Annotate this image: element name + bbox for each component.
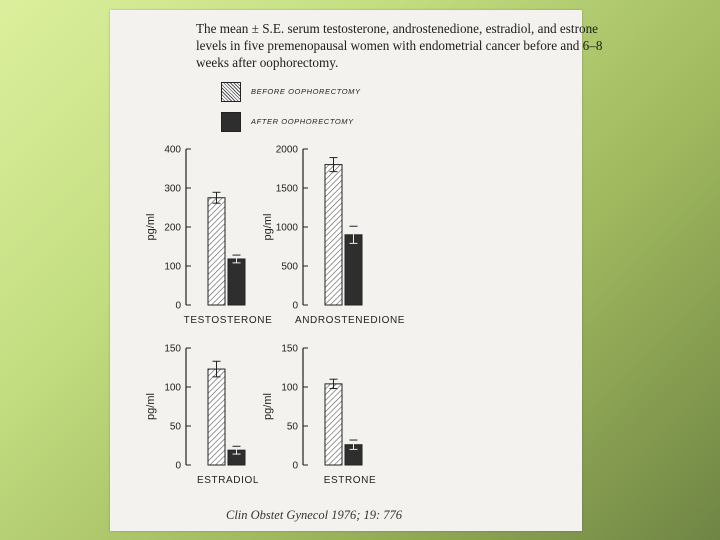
chart-panel-estrone	[262, 344, 376, 487]
y-tick-label: 1500	[275, 183, 298, 195]
y-tick-label: 0	[175, 460, 181, 472]
y-tick-label: 300	[164, 183, 181, 195]
y-axis-label: pg/ml	[145, 393, 157, 420]
bar-charts	[110, 10, 582, 531]
scanned-figure	[110, 10, 603, 531]
y-tick-label: 50	[169, 421, 181, 433]
y-tick-label: 0	[292, 300, 298, 312]
x-axis-label: TESTOSTERONE	[183, 315, 273, 326]
x-axis-label: ESTRONE	[323, 475, 377, 486]
bar-before	[208, 198, 225, 305]
chart-panel-androstenedione	[262, 145, 405, 327]
bar-before	[208, 369, 225, 465]
x-axis-label: ESTRADIOL	[196, 475, 260, 486]
y-axis-label: pg/ml	[145, 213, 157, 241]
y-tick-label: 150	[164, 343, 181, 355]
bar-before	[325, 384, 342, 465]
legend-label-before: BEFORE OOPHORECTOMY	[251, 87, 361, 96]
y-tick-label: 150	[281, 343, 298, 355]
chart-panel-estradiol	[145, 344, 259, 487]
y-tick-label: 400	[164, 144, 181, 156]
y-tick-label: 50	[286, 421, 298, 433]
y-tick-label: 0	[292, 460, 298, 472]
figure-caption: The mean ± S.E. serum testosterone, androstenedione, estradiol, and estrone levels in five premenopausal women with endometrial cancer before and 6–8 weeks after oophorectomy.	[196, 21, 603, 70]
bar-after	[345, 235, 362, 305]
x-axis-label: ANDROSTENEDIONE	[294, 315, 406, 326]
y-tick-label: 100	[164, 261, 181, 273]
y-axis-label: pg/ml	[262, 393, 274, 420]
y-tick-label: 500	[281, 261, 298, 273]
chart-panel-testosterone	[145, 145, 272, 327]
y-tick-label: 100	[164, 382, 181, 394]
y-tick-label: 200	[164, 222, 181, 234]
bar-after	[228, 259, 245, 305]
citation: Clin Obstet Gynecol 1976; 19: 776	[226, 508, 403, 522]
y-tick-label: 1000	[275, 222, 298, 234]
bar-before	[325, 165, 342, 305]
y-tick-label: 0	[175, 300, 181, 312]
y-tick-label: 2000	[275, 144, 298, 156]
legend-label-after: AFTER OOPHORECTOMY	[251, 117, 354, 126]
y-axis-label: pg/ml	[262, 213, 274, 241]
y-tick-label: 100	[281, 382, 298, 394]
